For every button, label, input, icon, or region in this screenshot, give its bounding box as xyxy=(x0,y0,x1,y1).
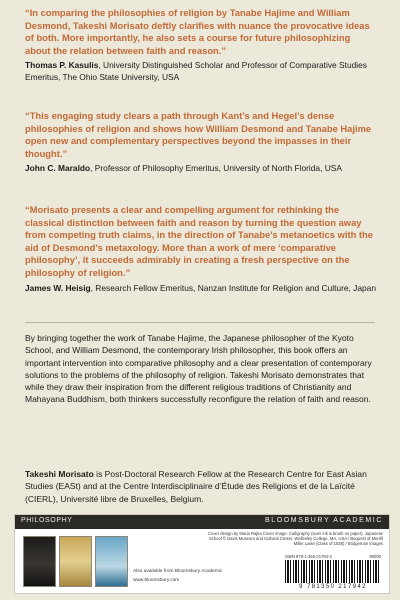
publisher-name: BLOOMSBURY ACADEMIC xyxy=(264,517,383,524)
related-book-cover-3 xyxy=(95,536,128,587)
barcode xyxy=(285,554,381,592)
price-code: 98000 xyxy=(369,554,381,559)
also-available-note xyxy=(133,569,222,584)
barcode-digits: 9 781350 217942 xyxy=(299,584,367,590)
category-label: PHILOSOPHY xyxy=(21,517,73,524)
related-book-cover-1 xyxy=(23,536,56,587)
endorsement-quote: “In comparing the philosophies of religion by Tanabe Hajime and William Desmond, Takeshi Morisato deftly clarifies with nuance the provocative ideas of both. More importantly, he also sets a course for future philosophizing about the relation between faith and reason.” xyxy=(25,7,370,56)
author-bio xyxy=(25,468,377,505)
author-bio-text: is Post-Doctoral Research Fellow at the Research Centre for East Asian Studies (EASt) and at the Centre Interdisciplinaire d’Étude des Religions et de la Laïcité (CIERL), Université libre de Bruxelles, Belgium. xyxy=(25,469,367,504)
publisher-url: www.bloomsbury.com xyxy=(133,578,180,583)
barcode-bars xyxy=(285,560,381,583)
endorser-affiliation: , Professor of Philosophy Emeritus, University of North Florida, USA xyxy=(90,163,342,174)
endorsement-2 xyxy=(25,110,377,175)
endorser-name: Thomas P. Kasulis xyxy=(25,60,99,71)
endorsement-quote: “Morisato presents a clear and compelling argument for rethinking the classical distinction between faith and reason by turning the question away from competing truth claims, in the direction of Tanabe’s metanoetics with the aid of Desmond’s metaxology. More than a work of mere ‘comparative philosophy’, it succeeds admirably in creating a fresh perspective on the philosophy of religion.” xyxy=(25,204,373,278)
also-available-text: Also available from Bloomsbury Academic xyxy=(133,569,223,574)
author-name: Takeshi Morisato xyxy=(25,469,94,479)
section-divider xyxy=(25,322,375,323)
endorsement-3 xyxy=(25,204,377,294)
endorsement-attribution xyxy=(25,283,377,294)
cover-credits: Cover design by Maria Rajka Cover image: Calligraphy (sumi ink & brush on paper), Japanese School © Davis Museum and Cultural Center, Wellesley College, MA, USA / Bequest of Merrill Miller Laise (Class of 1936) / Bridgeman Images xyxy=(207,531,383,547)
endorsement-attribution xyxy=(25,163,377,174)
endorser-affiliation: , Research Fellow Emeritus, Nanzan Institute for Religion and Culture, Japan xyxy=(90,282,376,293)
endorsement-1 xyxy=(25,7,377,83)
cover-footer xyxy=(14,514,390,594)
book-description: By bringing together the work of Tanabe Hajime, the Japanese philosopher of the Kyoto School, and William Desmond, the contemporary Irish philosopher, this book offers an important intervention into comparative philosophy and a clear presentation of contemporary solutions to the problems of the philosophy of religion. Takeshi Morisato demonstrates that while they draw their inspiration from the different religious traditions of Christianity and Mahayana Buddhism, both thinkers successfully reconfigure the relation of faith and reason. xyxy=(25,333,372,405)
endorser-affiliation: , University Distinguished Scholar and Professor of Comparative Studies Emeritus, The Ohio State University, USA xyxy=(25,60,367,82)
isbn-label: ISBN 978-1-350-21794-2 xyxy=(285,554,332,559)
endorser-name: James W. Heisig xyxy=(25,282,91,293)
endorsement-attribution xyxy=(25,60,377,83)
endorsement-quote: “This engaging study clears a path through Kant’s and Hegel’s dense philosophies of religion and shows how William Desmond and Tanabe Hajime open new and complementary perspectives beyond the impasses in their thought.” xyxy=(25,110,372,159)
related-book-cover-2 xyxy=(59,536,92,587)
endorser-name: John C. Maraldo xyxy=(25,163,91,174)
publisher-bar xyxy=(15,515,389,529)
